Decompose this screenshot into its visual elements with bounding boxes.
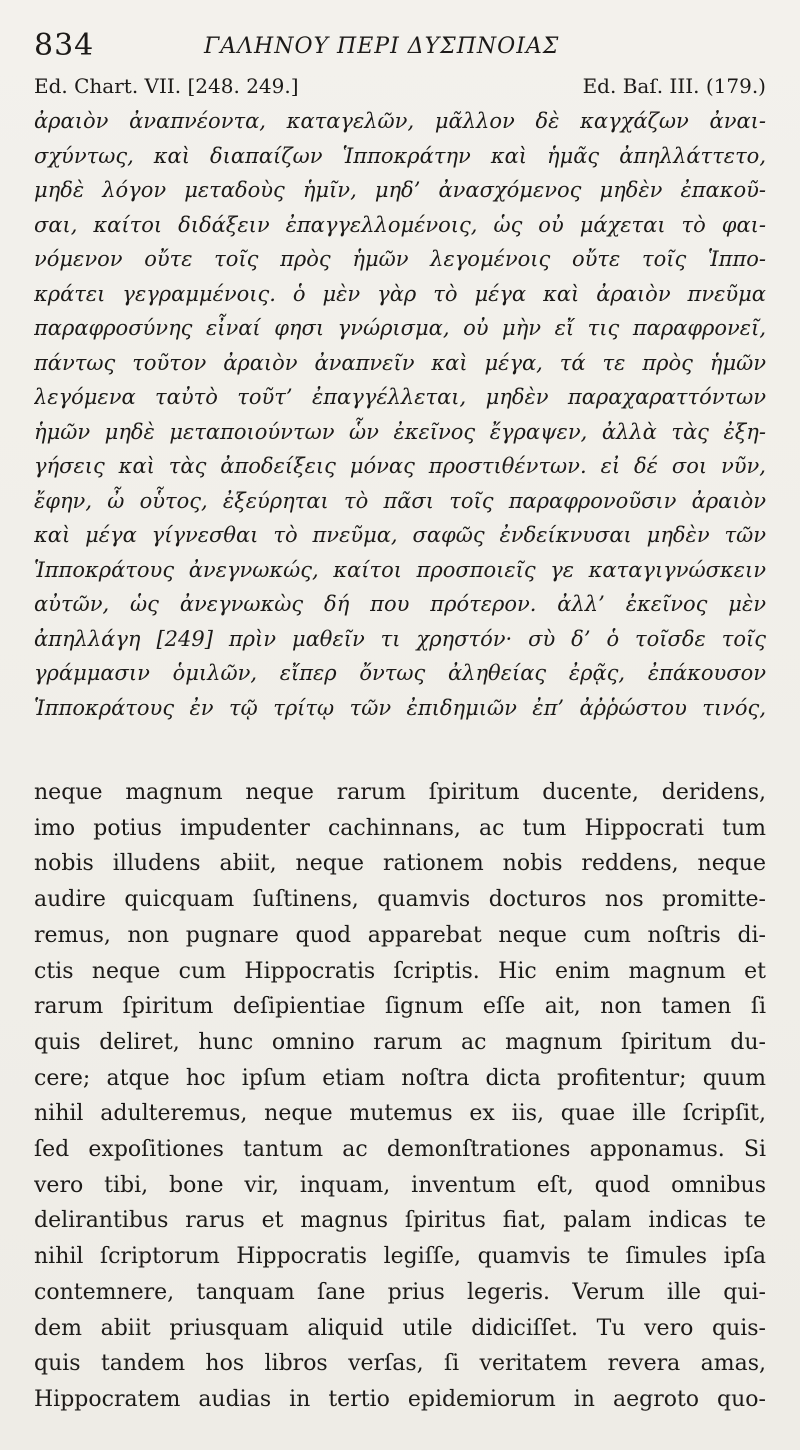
latin-line: imo potius impudenter cachinnans, ac tum Hippocrati tum <box>34 815 766 841</box>
greek-line: καὶ μέγα γίγνεσθαι τὸ πνεῦμα, σαφῶς ἐνδείκνυσαι μηδὲν τῶν <box>34 523 766 547</box>
greek-line: ἔφην, ὦ οὗτος, ἐξεύρηται τὸ πᾶσι τοῖς παραφρονοῦσιν ἀραιὸν <box>34 488 766 513</box>
greek-line: αὐτῶν, ὡς ἀνεγνωκὼς δή που πρότερον. ἀλλ’ ἐκεῖνος μὲν <box>34 592 766 616</box>
greek-line: σχύντως, καὶ διαπαίζων Ἱπποκράτην καὶ ἡμᾶς ἀπηλλάττετο, <box>34 143 766 168</box>
running-title: ΓΑΛΗΝΟΥ ΠΕΡΙ ΔΥΣΠΝΟΙΑΣ <box>204 34 560 59</box>
edition-chartier: Ed. Chart. VII. [248. 249.] <box>34 74 299 98</box>
latin-line: delirantibus rarus et magnus ſpiritus fiat, palam indicas te <box>34 1208 766 1234</box>
latin-line: ctis neque cum Hippocratis ſcriptis. Hic enim magnum et <box>34 958 766 984</box>
latin-line: cere; atque hoc ipſum etiam noſtra dicta profitentur; quum <box>34 1065 766 1091</box>
latin-line: contemnere, tanquam ſane prius legeris. Verum ille qui- <box>34 1279 766 1305</box>
latin-line: quis deliret, hunc omnino rarum ac magnum ſpiritum du- <box>34 1029 766 1055</box>
greek-line: παραφροσύνης εἶναί φησι γνώρισμα, οὐ μὴν εἴ τις παραφρονεῖ, <box>34 316 766 340</box>
latin-line: remus, non pugnare quod apparebat neque cum noſtris di- <box>34 922 766 948</box>
greek-line: ἀπηλλάγη [249] πρὶν μαθεῖν τι χρηστόν· σὺ δ’ ὁ τοῖσδε τοῖς <box>34 626 766 651</box>
latin-line: quis tandem hos libros verſas, ſi veritatem revera amas, <box>34 1351 766 1377</box>
greek-line: γήσεις καὶ τὰς ἀποδείξεις μόνας προστιθέντων. εἰ δέ σοι νῦν, <box>34 454 766 478</box>
latin-line: dem abiit priusquam aliquid utile didiciſſet. Tu vero quis- <box>34 1315 766 1341</box>
greek-line: λεγόμενα ταὐτὸ τοῦτ’ ἐπαγγέλλεται, μηδὲν παραχαραττόντων <box>34 385 766 409</box>
greek-line: ἀραιὸν ἀναπνέοντα, καταγελῶν, μᾶλλον δὲ καγχάζων ἀναι- <box>34 109 766 133</box>
greek-line: σαι, καίτοι διδάξειν ἐπαγγελλομένοις, ὡς οὐ μάχεται τὸ φαι- <box>34 212 766 237</box>
latin-line: nihil ſcriptorum Hippocratis legiſſe, quamvis te ſimules ipſa <box>34 1244 766 1270</box>
page-header <box>34 28 766 68</box>
latin-line: Hippocratem audias in tertio epidemiorum in aegroto quo- <box>34 1386 766 1412</box>
greek-line: γράμμασιν ὁμιλῶν, εἴπερ ὄντως ἀληθείας ἐρᾷς, ἐπάκουσον <box>34 661 766 685</box>
greek-line: ἡμῶν μηδὲ μεταποιούντων ὧν ἐκεῖνος ἔγραψεν, ἀλλὰ τὰς ἐξη- <box>34 419 766 444</box>
edition-basel: Ed. Baſ. III. (179.) <box>582 74 766 98</box>
edition-references <box>34 74 766 104</box>
greek-line: Ἱπποκράτους ἐν τῷ τρίτῳ τῶν ἐπιδημιῶν ἐπ’ ἀῤῥώστου τινός, <box>34 695 766 720</box>
greek-line: Ἱπποκράτους ἀνεγνωκώς, καίτοι προσποιεῖς γε καταγιγνώσκειν <box>34 557 766 582</box>
latin-line: audire quicquam ſuſtinens, quamvis docturos nos promitte- <box>34 887 766 913</box>
latin-line: nobis illudens abiit, neque rationem nobis reddens, neque <box>34 851 766 877</box>
greek-line: πάντως τοῦτον ἀραιὸν ἀναπνεῖν καὶ μέγα, τά τε πρὸς ἡμῶν <box>34 350 766 375</box>
latin-line: ſed expoſitiones tantum ac demonſtrationes apponamus. Si <box>34 1137 766 1163</box>
latin-line: nihil adulteremus, neque mutemus ex iis, quae ille ſcripſit, <box>34 1101 766 1127</box>
greek-line: κράτει γεγραμμένοις. ὁ μὲν γὰρ τὸ μέγα καὶ ἀραιὸν πνεῦμα <box>34 281 766 306</box>
greek-line: μηδὲ λόγον μεταδοὺς ἡμῖν, μηδ’ ἀνασχόμενος μηδὲν ἐπακοῦ- <box>34 178 766 202</box>
page-number: 834 <box>34 28 95 63</box>
latin-line: rarum ſpiritum deſipientiae ſignum eſſe ait, non tamen ſi <box>34 994 766 1020</box>
latin-text-block <box>34 775 766 1418</box>
greek-text-block <box>34 104 766 725</box>
latin-line: vero tibi, bone vir, inquam, inventum eſt, quod omnibus <box>34 1172 766 1198</box>
latin-line: neque magnum neque rarum ſpiritum ducente, deridens, <box>34 780 766 805</box>
greek-line: νόμενον οὔτε τοῖς πρὸς ἡμῶν λεγομένοις οὔτε τοῖς Ἱππο- <box>34 247 766 271</box>
